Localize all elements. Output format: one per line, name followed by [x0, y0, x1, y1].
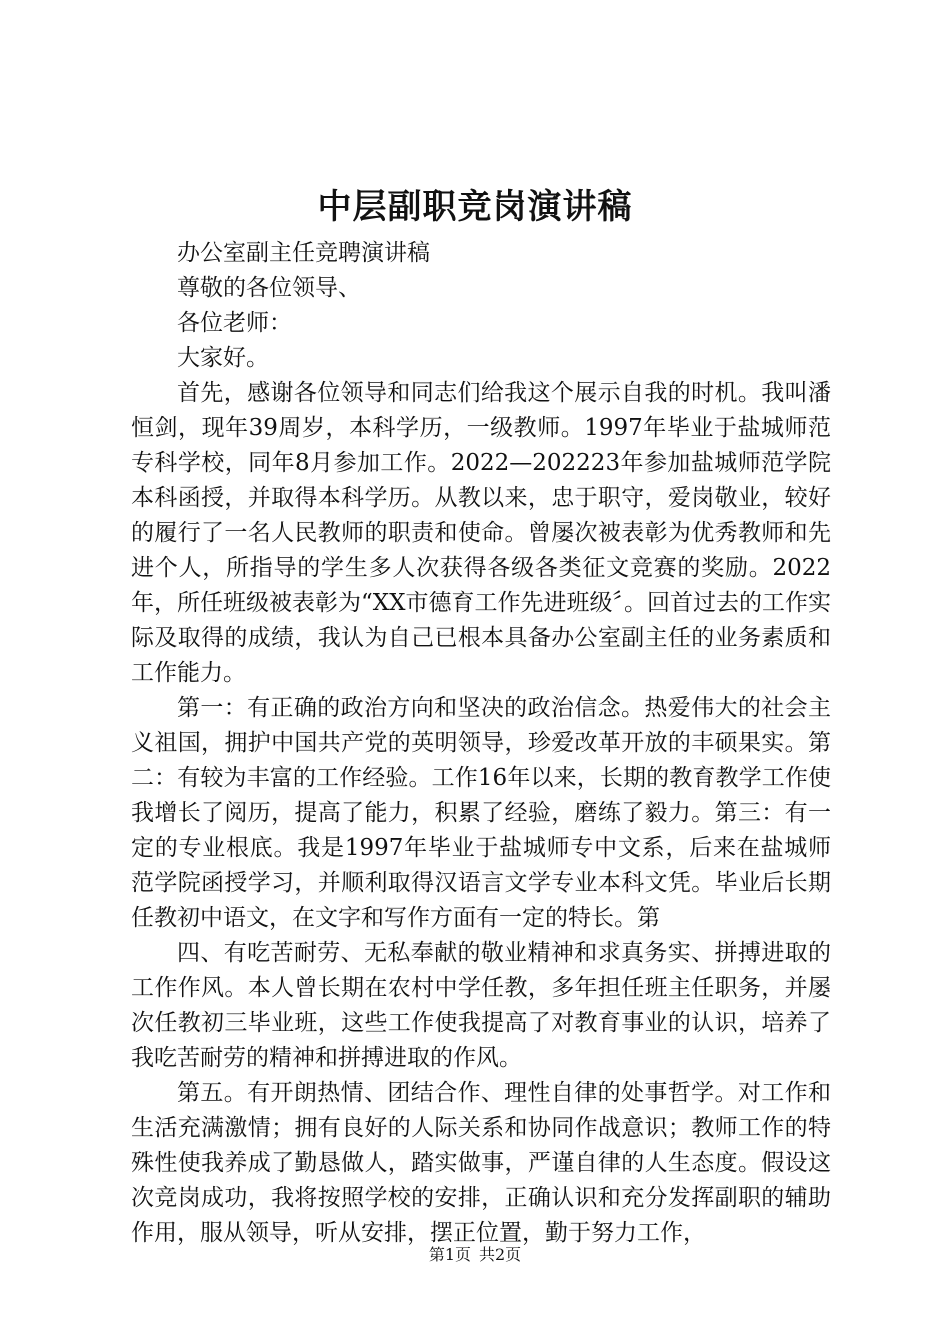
paragraph-subtitle: 办公室副主任竞聘演讲稿 [177, 240, 430, 266]
paragraph-philosophy: 第五。有开朗热情、团结合作、理性自律的处事哲学。对工作和生活充满激情；拥有良好的人际关系和协同作战意识；教师工作的特殊性使我养成了勤恳做人，踏实做事，严谨自律的人生态度。假设这次竞岗成功，我将按照学校的安排，正确认识和充分发挥副职的辅助作用，服从领导，听从安排，摆正位置，勤于努力工作， [131, 1080, 831, 1246]
page-number-current: 第1页 [428, 1245, 471, 1264]
paragraph-greeting-teachers: 各位老师： [177, 310, 292, 336]
paragraph-qualifications: 第一：有正确的政治方向和坚决的政治信念。热爱伟大的社会主义祖国，拥护中国共产党的英明领导，珍爱改革开放的丰硕果实。第二：有较为丰富的工作经验。工作16年以来，长期的教育教学工作使我增长了阅历，提高了能力，积累了经验，磨练了毅力。第三：有一定的专业根底。我是1997年毕业于盐城师专中文系，后来在盐城师范学院函授学习，并顺利取得汉语言文学专业本科文凭。毕业后长期任教初中语文，在文字和写作方面有一定的特长。第 [131, 695, 831, 931]
document-title: 中层副职竞岗演讲稿 [317, 187, 633, 227]
paragraph-work-ethic: 四、有吃苦耐劳、无私奉献的敬业精神和求真务实、拼搏进取的工作作风。本人曾长期在农村中学任教，多年担任班主任职务，并屡次任教初三毕业班，这些工作使我提高了对教育事业的认识，培养了我吃苦耐劳的精神和拼搏进取的作风。 [131, 940, 831, 1071]
page-number-total: 共2页 [479, 1245, 522, 1264]
paragraph-hello: 大家好。 [177, 345, 269, 371]
page-footer [0, 1244, 950, 1266]
paragraph-greeting-leaders: 尊敬的各位领导、 [177, 275, 361, 301]
document-body [131, 236, 831, 1251]
paragraph-introduction: 首先，感谢各位领导和同志们给我这个展示自我的时机。我叫潘恒剑，现年39周岁，本科学历，一级教师。1997年毕业于盐城师范专科学校，同年8月参加工作。2022—202223年参加盐城师范学院本科函授，并取得本科学历。从教以来，忠于职守，爱岗敬业，较好的履行了一名人民教师的职责和使命。曾屡次被表彰为优秀教师和先进个人，所指导的学生多人次获得各级各类征文竞赛的奖励。2022年，所任班级被表彰为“XX市德育工作先进班级〞。回首过去的工作实际及取得的成绩，我认为自己已根本具备办公室副主任的业务素质和工作能力。 [131, 380, 832, 686]
